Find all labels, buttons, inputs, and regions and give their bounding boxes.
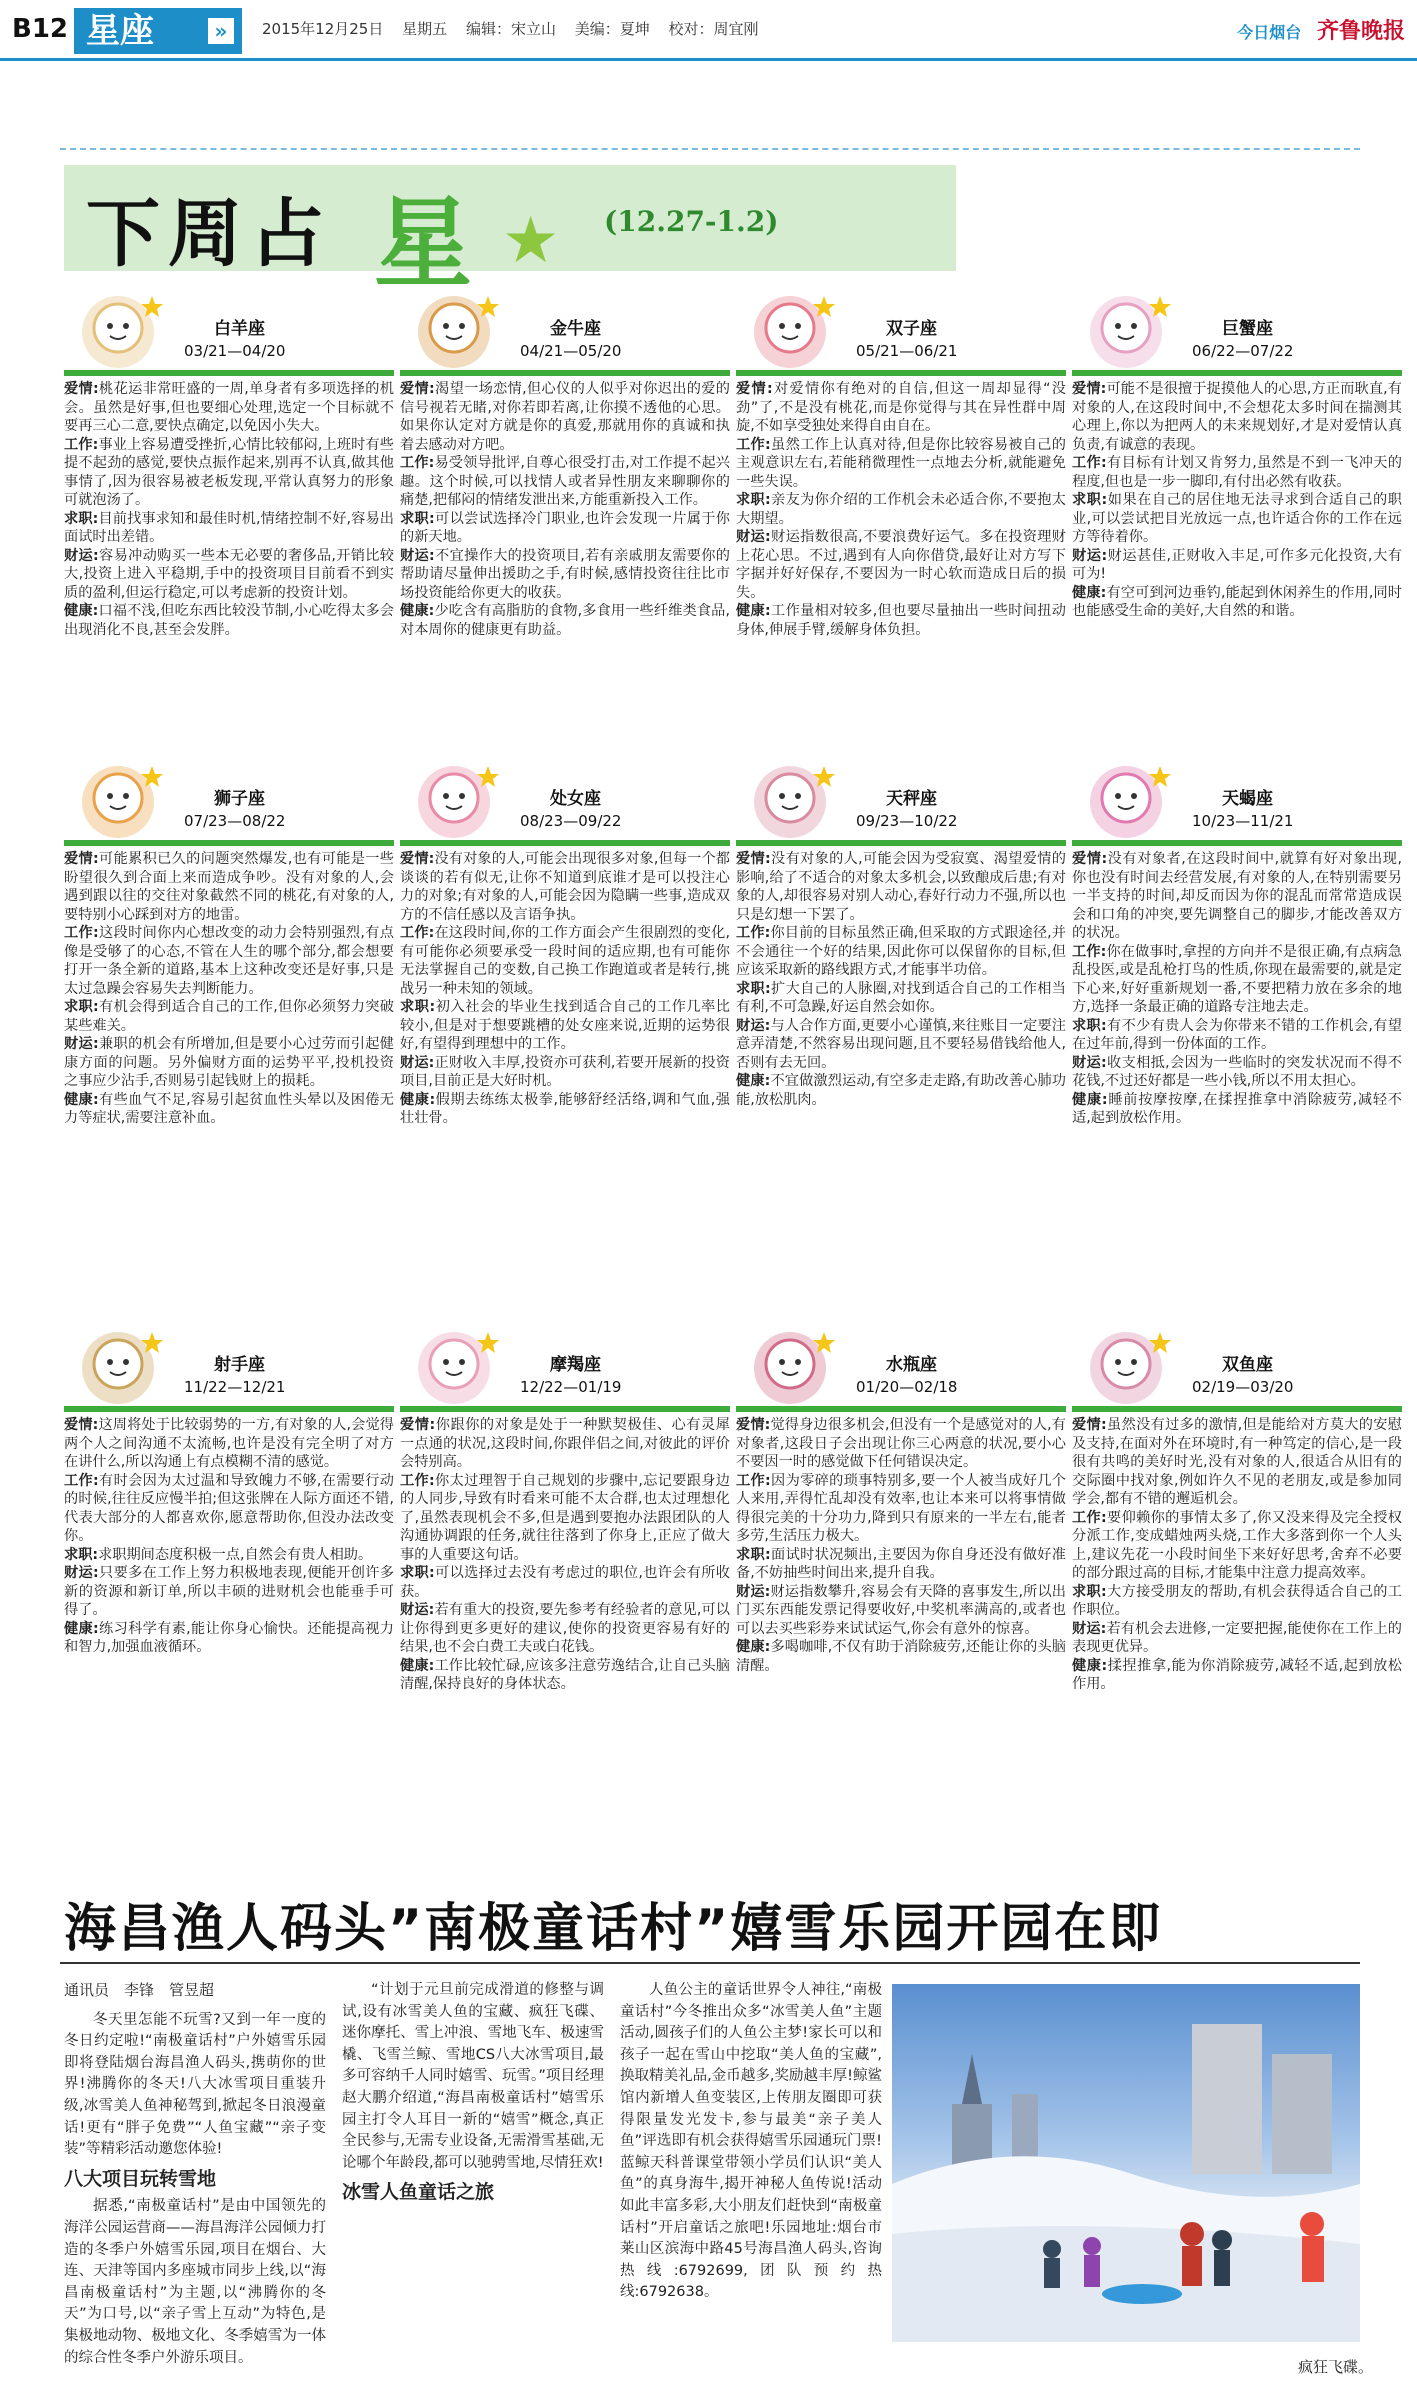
sign-block-10	[400, 1322, 730, 1694]
sign-paragraph: 财运:若有机会去进修,一定要把握,能使你在工作上的表现更优异。	[1072, 1620, 1402, 1655]
news-paragraph: 人鱼公主的童话世界令人神往,“南极童话村”今冬推出众多“冰雪美人鱼”主题活动,圆孩子们的人鱼公主梦!家长可以和孩子一起在雪山中挖取“美人鱼的宝藏”,换取精美礼品,金币越多,奖励越丰厚!鲸鲨馆内新增人鱼变装区,上传朋友圈即可获得限量发光发卡,参与最美“亲子美人鱼”评选即有机会获得嬉雪乐园通玩门票!蓝鲸天科普课堂带领小学员们认识“美人鱼”的真身海牛,揭开神秘人鱼传说!活动如此丰富多彩,大小朋友们赶快到“南极童话村”开启童话之旅吧!乐园地址:烟台市莱山区滨海中路45号海昌渔人码头,咨询热线:6792699,团队预约热线:6792638。	[620, 1982, 882, 2301]
sign-header-bar	[400, 1406, 730, 1412]
sign-block-6	[400, 756, 730, 1128]
crab-icon	[1078, 286, 1174, 374]
sign-paragraph: 爱情:对爱情你有绝对的自信,但这一周却显得“没劲”了,不是没有桃花,而是你觉得与其在异性群中周旋,不如享受独处来得自由自在。	[736, 381, 1066, 434]
bull-icon	[406, 286, 502, 374]
sign-paragraph: 爱情:渴望一场恋情,但心仪的人似乎对你迟出的爱的信号视若无睹,对你若即若离,让你摸不透他的心思。如果你认定对方就是你的真爱,那就用你的真诚和执着去感动对方吧。	[400, 381, 730, 453]
scorpion-icon	[1078, 756, 1174, 844]
sign-paragraph: 工作:你目前的目标虽然正确,但采取的方式跟途径,并不会通往一个好的结果,因此你可以保留你的目标,但应该采取新的路线跟方式,才能事半功倍。	[736, 925, 1066, 978]
sign-paragraph: 求职:可以选择过去没有考虑过的职位,也许会有所收获。	[400, 1565, 730, 1600]
sign-paragraph: 爱情:可能累积已久的问题突然爆发,也有可能是一些盼望很久到合面上来而造成争吵。没有对象的人,会遇到跟以往的交往对象截然不同的桃花,有对象的人,要特别小心踩到对方的地雷。	[64, 851, 394, 923]
masthead	[0, 0, 1417, 58]
sign-header	[400, 286, 730, 376]
snow-park-illustration	[892, 1984, 1360, 2342]
sign-paragraph: 工作:这段时间你内心想改变的动力会特别强烈,有点像是受够了的心态,不管在人生的哪个部分,都会想要打开一条全新的道路,基本上这种改变还是好事,只是太过急躁会容易失去判断能力。	[64, 925, 394, 997]
sign-header-bar	[1072, 370, 1402, 376]
news-column-3	[620, 1980, 882, 2304]
sign-block-11	[736, 1322, 1066, 1675]
sign-forecast	[736, 380, 1066, 639]
goat-icon	[406, 1322, 502, 1410]
horoscope-banner	[64, 165, 956, 301]
sign-date-range: 07/23—08/22	[184, 812, 286, 830]
sign-paragraph: 财运:财运指数攀升,容易会有天降的喜事发生,所以出门买东西能发票记得要收好,中奖机率满高的,或者也可以去买些彩券来试试运气,你会有意外的惊喜。	[736, 1583, 1066, 1637]
edition-label: 今日烟台	[1237, 23, 1302, 42]
sign-paragraph: 健康:工作量相对较多,但也要尽量抽出一些时间扭动身体,伸展手臂,缓解身体负担。	[736, 603, 1066, 638]
sign-name: 巨蟹座	[1222, 319, 1273, 339]
sign-forecast	[400, 1416, 730, 1694]
news-paragraph: 冬天里怎能不玩雪?又到一年一度的冬日约定啦!“南极童话村”户外嬉雪乐园即将登陆烟台海昌渔人码头,携萌你的世界!沸腾你的冬天!八大冰雪项目重装升级,冰雪美人鱼神秘驾到,掀起冬日浪漫童话!更有“胖子免费”“人鱼宝藏”“亲子变装”等精彩活动邀您体验!	[64, 2011, 326, 2158]
sign-name: 金牛座	[550, 319, 601, 339]
sign-paragraph: 健康:假期去练练太极拳,能够舒经活络,调和气血,强壮壮骨。	[400, 1091, 730, 1126]
sign-date-range: 03/21—04/20	[184, 342, 286, 360]
sign-forecast	[64, 1416, 394, 1657]
sign-date-range: 08/23—09/22	[520, 812, 622, 830]
sign-header-bar	[736, 1406, 1066, 1412]
sign-paragraph: 工作:有目标有计划又肯努力,虽然是不到一飞冲天的程度,但也是一步一脚印,有付出必然有收获。	[1072, 455, 1402, 490]
ram-icon	[70, 286, 166, 374]
sign-paragraph: 健康:工作比较忙碌,应该多注意劳逸结合,让自己头脑清醒,保持良好的身体状态。	[400, 1657, 730, 1692]
sign-paragraph: 工作:事业上容易遭受挫折,心情比较郁闷,上班时有些提不起劲的感觉,要快点振作起来,别再不认真,做其他事情了,因为很容易被老板发现,平常认真努力的形象可就泡汤了。	[64, 436, 394, 508]
sign-header-bar	[736, 370, 1066, 376]
sign-paragraph: 健康:睡前按摩按摩,在揉捏推拿中消除疲劳,减轻不适,起到放松作用。	[1072, 1091, 1402, 1126]
sign-block-4	[1072, 286, 1402, 621]
sign-block-2	[400, 286, 730, 639]
sign-paragraph: 财运:收支相抵,会因为一些临时的突发状况而不得不花钱,不过还好都是一些小钱,所以不用太担心。	[1072, 1054, 1402, 1089]
banner-title-star-char: 星	[374, 186, 473, 301]
sign-name: 摩羯座	[550, 1355, 601, 1375]
sign-paragraph: 健康:不宜做激烈运动,有空多走走路,有助改善心肺功能,放松肌肉。	[736, 1073, 1066, 1108]
sign-paragraph: 财运:不宜操作大的投资项目,若有亲戚朋友需要你的帮助请尽量伸出援助之手,有时候,感情投资往往比市场投资能给你更大的收获。	[400, 547, 730, 601]
sign-forecast	[1072, 380, 1402, 621]
sign-paragraph: 爱情:可能不是很擅于捉摸他人的心思,方正而耿直,有对象的人,在这段时间中,不会想花太多时间在揣测其心理上,你以为把两人的未来规划好,才是对爱情认真负责,有诚意的表现。	[1072, 381, 1402, 453]
sign-paragraph: 健康:揉捏推拿,能为你消除疲劳,减轻不适,起到放松作用。	[1072, 1657, 1402, 1692]
sign-paragraph: 爱情:没有对象者,在这段时间中,就算有好对象出现,你也没有时间去经营发展,有对象的人,在特别需要另一半支持的时间,却反而因为你的混乱而常常造成误会和口角的冲突,要先调整自己的脚步,才能改善双方的状况。	[1072, 851, 1402, 941]
sign-block-8	[1072, 756, 1402, 1128]
sign-paragraph: 爱情:虽然没有过多的激情,但是能给对方莫大的安慰及支持,在面对外在环境时,有一种笃定的信心,是一段很有共鸣的美好时光,没有对象的人,很适合从旧有的交际圈中找对象,例如许久不见的老朋友,或是参加同学会,都有不错的邂逅机会。	[1072, 1417, 1402, 1507]
fish-icon	[1078, 1322, 1174, 1410]
sign-date-range: 06/22—07/22	[1192, 342, 1294, 360]
paper-logo: 齐鲁晚报	[1316, 19, 1405, 44]
sign-forecast	[64, 850, 394, 1128]
sign-paragraph: 财运:财运指数很高,不要浪费好运气。多在投资理财上花心思。不过,遇到有人向你借贷,最好让对方写下字据并好好保存,不要因为一时心软而造成日后的损失。	[736, 529, 1066, 601]
sign-date-range: 05/21—06/21	[856, 342, 958, 360]
sign-paragraph: 工作:要仰赖你的事情太多了,你又没来得及完全授权分派工作,变成蜡烛两头烧,工作大多落到你一个人头上,建议先花一小段时间坐下来好好思考,舍弃不必要的部分跟过高的目标,才能集中注意力提高效率。	[1072, 1509, 1402, 1581]
star-icon: ★	[502, 204, 560, 278]
sign-paragraph: 工作:有时会因为太过温和导致魄力不够,在需要行动的时候,往往反应慢半拍;但这张牌在人际方面还不错,代表大部分的人都喜欢你,愿意帮助你,但没办法改变你。	[64, 1472, 394, 1544]
sign-header	[64, 756, 394, 846]
sign-block-5	[64, 756, 394, 1128]
sign-header	[736, 286, 1066, 376]
sign-name: 狮子座	[214, 789, 265, 809]
sign-header-bar	[400, 840, 730, 846]
proofreader-credit: 校对：周宜刚	[668, 20, 759, 38]
sign-date-range: 01/20—02/18	[856, 1378, 958, 1396]
news-column-2	[342, 1980, 604, 2210]
sign-header-bar	[400, 370, 730, 376]
sign-paragraph: 求职:亲友为你介绍的工作机会未必适合你,不要抱太大期望。	[736, 492, 1066, 527]
sign-paragraph: 工作:虽然工作上认真对待,但是你比较容易被自己的主观意识左右,若能稍微理性一点地去分析,就能避免一些失误。	[736, 436, 1066, 490]
sign-forecast	[64, 380, 394, 639]
scales-icon	[742, 756, 838, 844]
sign-paragraph: 爱情:觉得身边很多机会,但没有一个是感觉对的人,有对象者,这段日子会出现让你三心两意的状况,要小心不要因一时的感觉做下任何错误决定。	[736, 1417, 1066, 1470]
sign-name: 射手座	[214, 1355, 265, 1375]
sign-paragraph: 爱情:没有对象的人,可能会因为受寂寞、渴望爱情的影响,给了不适合的对象太多机会,以致酿成后患;有对象的人,却很容易对别人动心,春好行动力不强,所以也只是幻想一下罢了。	[736, 851, 1066, 923]
sign-header-bar	[64, 840, 394, 846]
banner-title: 下周占	[86, 191, 332, 277]
sign-header-bar	[1072, 840, 1402, 846]
sign-block-9	[64, 1322, 394, 1657]
news-subheading: 八大项目玩转雪地	[64, 2167, 217, 2190]
sign-header-bar	[64, 370, 394, 376]
section-divider	[60, 148, 1360, 150]
sign-paragraph: 求职:面试时状况频出,主要因为你自身还没有做好准备,不妨抽些时间出来,提升自我。	[736, 1546, 1066, 1581]
sign-name: 白羊座	[214, 319, 265, 339]
sign-date-range: 12/22—01/19	[520, 1378, 622, 1396]
lion-icon	[70, 756, 166, 844]
sign-header	[64, 286, 394, 376]
sign-paragraph: 财运:若有重大的投资,要先参考有经验者的意见,可以让你得到更多更好的建议,使你的投资更容易有好的结果,也不会白费工夫或白花钱。	[400, 1602, 730, 1655]
sign-paragraph: 爱情:你跟你的对象是处于一种默契极佳、心有灵犀一点通的状况,这段时间,你跟伴侣之间,对彼此的评价会特别高。	[400, 1417, 730, 1470]
sign-paragraph: 财运:兼职的机会有所增加,但是要小心过劳而引起健康方面的问题。另外偏财方面的运势平平,投机投资之事应少沾手,否则易引起钱财上的损耗。	[64, 1036, 394, 1089]
page-number: B12	[12, 14, 68, 44]
sign-name: 双鱼座	[1222, 1355, 1273, 1375]
sign-paragraph: 财运:只要多在工作上努力积极地表现,便能开创许多新的资源和新订单,所以丰硕的进财机会也能垂手可得了。	[64, 1565, 394, 1618]
sign-date-range: 09/23—10/22	[856, 812, 958, 830]
sign-paragraph: 健康:练习科学有素,能让你身心愉快。还能提高视力和智力,加强血液循环。	[64, 1620, 394, 1655]
sign-paragraph: 工作:你太过理智于自己规划的步骤中,忘记要跟身边的人同步,导致有时看来可能不太合群,也太过理想化了,虽然表现机会不多,但是遇到要抱办法跟团队的人沟通协调跟的任务,就往往落到了你身上,正应了做大事的人重要这句话。	[400, 1472, 730, 1563]
sign-header	[64, 1322, 394, 1412]
sign-header-bar	[736, 840, 1066, 846]
sign-paragraph: 健康:有空可到河边垂钓,能起到休闲养生的作用,同时也能感受生命的美好,大自然的和谐。	[1072, 584, 1402, 619]
sign-date-range: 04/21—05/20	[520, 342, 622, 360]
sign-paragraph: 健康:有些血气不足,容易引起贫血性头晕以及困倦无力等症状,需要注意补血。	[64, 1091, 394, 1126]
sign-header	[736, 756, 1066, 846]
news-paragraph: 据悉,“南极童话村”是由中国领先的海洋公园运营商——海昌海洋公园倾力打造的冬季户外嬉雪乐园,项目在烟台、大连、天津等国内多座城市同步上线,以“海昌南极童话村”为主题,以“沸腾你的冬天”为口号,以“亲子雪上互动”为特色,是集极地动物、极地文化、冬季嬉雪为一体的综合性冬季户外游乐项目。	[64, 2198, 326, 2366]
sign-block-12	[1072, 1322, 1402, 1694]
issue-date: 2015年12月25日	[262, 20, 384, 38]
sign-name: 双子座	[886, 319, 937, 339]
sign-paragraph: 工作:你在做事时,拿捏的方向并不是很正确,有点病急乱投医,或是乱枪打鸟的性质,你现在最需要的,就是定下心来,好好重新规划一番,不要把精力放在多余的地方,选择一条最正确的道路专注地去走。	[1072, 943, 1402, 1015]
sign-forecast	[736, 850, 1066, 1109]
banner-date-range: (12.27-1.2)	[604, 205, 779, 238]
editor-credit: 编辑：宋立山	[465, 20, 556, 38]
sign-paragraph: 求职:有机会得到适合自己的工作,但你必须努力突破某些难关。	[64, 999, 394, 1034]
sign-date-range: 11/22—12/21	[184, 1378, 286, 1396]
sign-paragraph: 爱情:桃花运非常旺盛的一周,单身者有多项选择的机会。虽然是好事,但也要细心处理,选定一个目标就不要再三心二意,要快点确定,以免因小失大。	[64, 381, 394, 434]
sign-paragraph: 爱情:没有对象的人,可能会出现很多对象,但每一个都谈谈的若有似无,让你不知道到底谁才是可以投注心力的对象;有对象的人,可能会因为隐瞒一些事,造成双方的不信任感以及言语争执。	[400, 851, 730, 923]
waterbearer-icon	[742, 1322, 838, 1410]
sign-name: 天蝎座	[1222, 789, 1273, 809]
section-title: 星座	[86, 11, 154, 51]
issue-weekday: 星期五	[402, 20, 448, 38]
sign-paragraph: 求职:如果在自己的居住地无法寻求到合适自己的职业,可以尝试把目光放远一点,也许适合你的工作在远方等待着你。	[1072, 492, 1402, 545]
sign-header-bar	[1072, 1406, 1402, 1412]
masthead-rule	[0, 58, 1417, 61]
sign-header	[400, 756, 730, 846]
sign-paragraph: 爱情:这周将处于比较弱势的一方,有对象的人,会觉得两个人之间沟通不太流畅,也许是没有完全明了对方在讲什么,所以沟通上有点模糊不清的感觉。	[64, 1417, 394, 1470]
sign-paragraph: 财运:与人合作方面,更要小心谨慎,来往账目一定要注意弄清楚,不然容易出现问题,且不要轻易借钱给他人,否则有去无回。	[736, 1017, 1066, 1071]
sign-forecast	[1072, 1416, 1402, 1694]
sign-header	[1072, 1322, 1402, 1412]
sign-paragraph: 健康:少吃含有高脂肪的食物,多食用一些纤维类食品,对本周你的健康更有助益。	[400, 603, 730, 638]
sign-paragraph: 工作:在这段时间,你的工作方面会产生很剧烈的变化,有可能你必须要承受一段时间的适应期,也有可能你无法掌握自己的变数,自己换工作跑道或者是转行,挑战另一种未知的领域。	[400, 925, 730, 997]
archer-icon	[70, 1322, 166, 1410]
sign-name: 天秤座	[886, 789, 937, 809]
sign-paragraph: 求职:初入社会的毕业生找到适合自己的工作几率比较小,但是对于想要跳槽的处女座来说,近期的运势很好,有望得到理想中的工作。	[400, 999, 730, 1052]
news-byline: 通讯员 李锋 管昱超	[64, 1981, 215, 1999]
news-photo	[892, 1984, 1360, 2342]
sign-name: 水瓶座	[886, 1355, 937, 1375]
headline-rule	[60, 1962, 1360, 1964]
sign-block-7	[736, 756, 1066, 1109]
sign-paragraph: 财运:财运甚佳,正财收入丰足,可作多元化投资,大有可为!	[1072, 547, 1402, 582]
sign-header	[400, 1322, 730, 1412]
sign-paragraph: 工作:易受领导批评,自尊心很受打击,对工作提不起兴趣。这个时候,可以找情人或者异性朋友来聊聊你的痛楚,把郁闷的情绪发泄出来,方能重新投入工作。	[400, 455, 730, 508]
sign-paragraph: 健康:口福不浅,但吃东西比较没节制,小心吃得太多会出现消化不良,甚至会发胖。	[64, 603, 394, 638]
sign-paragraph: 健康:多喝咖啡,不仅有助于消除疲劳,还能让你的头脑清醒。	[736, 1639, 1066, 1674]
designer-credit: 美编：夏坤	[574, 20, 650, 38]
sign-paragraph: 求职:大方接受朋友的帮助,有机会获得适合自己的工作职位。	[1072, 1583, 1402, 1618]
sign-name: 处女座	[550, 789, 601, 809]
news-paragraph: “计划于元旦前完成滑道的修整与调试,设有冰雪美人鱼的宝藏、疯狂飞碟、迷你摩托、雪上冲浪、雪地飞车、极速雪橇、飞雪兰鲸、雪地CS八大冰雪项目,最多可容纳千人同时嬉雪、玩雪。”项目经理赵大鹏介绍道,“海昌南极童话村”嬉雪乐园主打令人耳目一新的“嬉雪”概念,真正全民参与,无需专业设备,无需滑雪基础,无论哪个年龄段,都可以驰骋雪地,尽情狂欢!	[342, 1982, 604, 2171]
sign-forecast	[736, 1416, 1066, 1675]
sign-header-bar	[64, 1406, 394, 1412]
sign-date-range: 02/19—03/20	[1192, 1378, 1294, 1396]
sign-paragraph: 工作:因为零碎的琐事特别多,要一个人被当成好几个人来用,弄得忙乱却没有效率,也让本来可以将事情做得很完美的十分功力,降到只有原来的一半左右,能者多劳,生活压力极大。	[736, 1472, 1066, 1544]
photo-caption: 疯狂飞碟。	[1298, 2358, 1374, 2376]
sign-paragraph: 求职:可以尝试选择冷门职业,也许会发现一片属于你的新天地。	[400, 510, 730, 545]
sign-forecast	[1072, 850, 1402, 1128]
sign-paragraph: 财运:正财收入丰厚,投资亦可获利,若要开展新的投资项目,目前正是大好时机。	[400, 1054, 730, 1089]
news-headline: 海昌渔人码头”南极童话村”嬉雪乐园开园在即	[64, 1899, 1163, 1959]
sign-forecast	[400, 850, 730, 1128]
sign-paragraph: 求职:求职期间态度积极一点,自然会有贵人相助。	[64, 1546, 373, 1563]
issue-meta	[262, 18, 773, 39]
double-chevron-icon: »	[208, 18, 234, 44]
paper-name	[1237, 14, 1405, 45]
sign-paragraph: 财运:容易冲动购买一些本无必要的奢侈品,开销比较大,投资上进入平稳期,手中的投资项目目前看不到实质的盈利,但运行稳定,可以考虑新的投资计划。	[64, 547, 394, 601]
sign-header	[736, 1322, 1066, 1412]
sign-block-1	[64, 286, 394, 639]
sign-forecast	[400, 380, 730, 639]
sign-paragraph: 求职:有不少有贵人会为你带来不错的工作机会,有望在过年前,得到一份体面的工作。	[1072, 1017, 1402, 1052]
sign-block-3	[736, 286, 1066, 639]
sign-header	[1072, 756, 1402, 846]
news-subheading: 冰雪人鱼童话之旅	[342, 2181, 495, 2204]
news-column-1	[64, 1980, 326, 2369]
section-label	[74, 8, 242, 54]
maiden-icon	[406, 756, 502, 844]
sign-date-range: 10/23—11/21	[1192, 812, 1294, 830]
sign-paragraph: 求职:目前找事求知和最佳时机,情绪控制不好,容易出面试时出差错。	[64, 510, 394, 545]
sign-paragraph: 求职:扩大自己的人脉圈,对找到适合自己的工作相当有利,不可急躁,好运自然会如你。	[736, 980, 1066, 1015]
sign-header	[1072, 286, 1402, 376]
twins-icon	[742, 286, 838, 374]
